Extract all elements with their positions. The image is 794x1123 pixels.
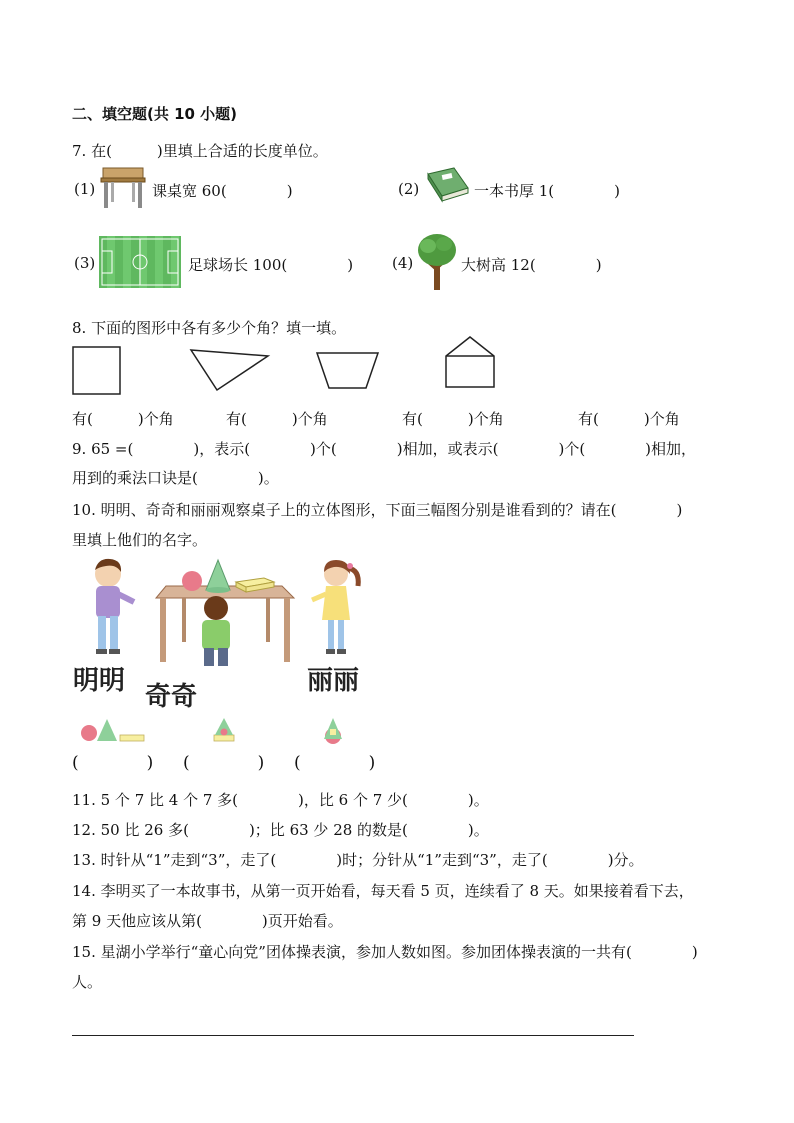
- book-icon: [424, 166, 472, 206]
- q15-line1: 15. 星湖小学举行“童心向党”团体操表演，参加人数如图。参加团体操表演的一共有( ): [72, 943, 698, 961]
- q7-item4-number: (4): [392, 254, 414, 272]
- q8-answer-4: 有( )个角: [578, 410, 680, 428]
- q11: 11. 5 个 7 比 4 个 7 多( )，比 6 个 7 少( )。: [72, 791, 489, 809]
- tree-icon: [416, 232, 458, 290]
- view-1-blank: ( ): [72, 753, 154, 773]
- q15-line2: 人。: [72, 973, 103, 991]
- lili-figure: [312, 560, 358, 654]
- view-1-icon: [80, 717, 146, 743]
- label-qiqi: 奇奇: [145, 682, 198, 712]
- q10-line1: 10. 明明、奇奇和丽丽观察桌子上的立体图形，下面三幅图分别是谁看到的？请在( ): [72, 501, 683, 519]
- q7-item2-number: (2): [398, 180, 420, 198]
- q7-item3-text: 足球场长 100( ): [188, 256, 354, 274]
- q12: 12. 50 比 26 多( )；比 63 少 28 的数是( )。: [72, 821, 489, 839]
- view-3-icon: [320, 717, 346, 745]
- mingming-figure: [95, 559, 134, 654]
- q8-answer-3: 有( )个角: [402, 410, 504, 428]
- q7-item3-number: (3): [74, 254, 96, 272]
- observation-scene: [86, 556, 376, 666]
- q7-item1-number: (1): [74, 180, 96, 198]
- qiqi-figure: [202, 596, 230, 666]
- q13: 13. 时针从“1”走到“3”，走了( )时；分针从“1”走到“3”，走了( )分。: [72, 851, 644, 869]
- q8-stem: 8. 下面的图形中各有多少个角？填一填。: [72, 319, 347, 337]
- trapezoid-shape: [316, 352, 380, 390]
- q9-line1: 9. 65 =( )，表示( )个( )相加，或表示( )个( )相加，: [72, 440, 697, 458]
- q8-answer-2: 有( )个角: [226, 410, 328, 428]
- label-lili: 丽丽: [307, 666, 360, 696]
- q7-item1-text: 课桌宽 60( ): [152, 182, 293, 200]
- q14-line1: 14. 李明买了一本故事书，从第一页开始看，每天看 5 页，连续看了 8 天。如果接着看下去，: [72, 882, 694, 900]
- view-2-blank: ( ): [183, 753, 265, 773]
- q7-item4-text: 大树高 12( ): [461, 256, 602, 274]
- q8-answer-1: 有( )个角: [72, 410, 174, 428]
- footer-divider: [72, 1035, 634, 1036]
- q10-line2: 里填上他们的名字。: [72, 531, 208, 549]
- section-title: 二、填空题(共 10 小题): [72, 105, 238, 123]
- triangle-shape: [190, 348, 270, 392]
- label-mingming: 明明: [73, 666, 126, 696]
- desk-icon: [99, 166, 147, 210]
- q9-line2: 用到的乘法口诀是( )。: [72, 469, 279, 487]
- square-shape: [72, 346, 122, 396]
- q7-item2-text: 一本书厚 1( ): [474, 182, 621, 200]
- football-field-icon: [99, 236, 181, 288]
- q14-line2: 第 9 天他应该从第( )页开始看。: [72, 912, 343, 930]
- view-2-icon: [211, 717, 237, 743]
- q7-stem: 7. 在( )里填上合适的长度单位。: [72, 142, 328, 160]
- pentagon-house-shape: [444, 335, 496, 389]
- view-3-blank: ( ): [294, 753, 376, 773]
